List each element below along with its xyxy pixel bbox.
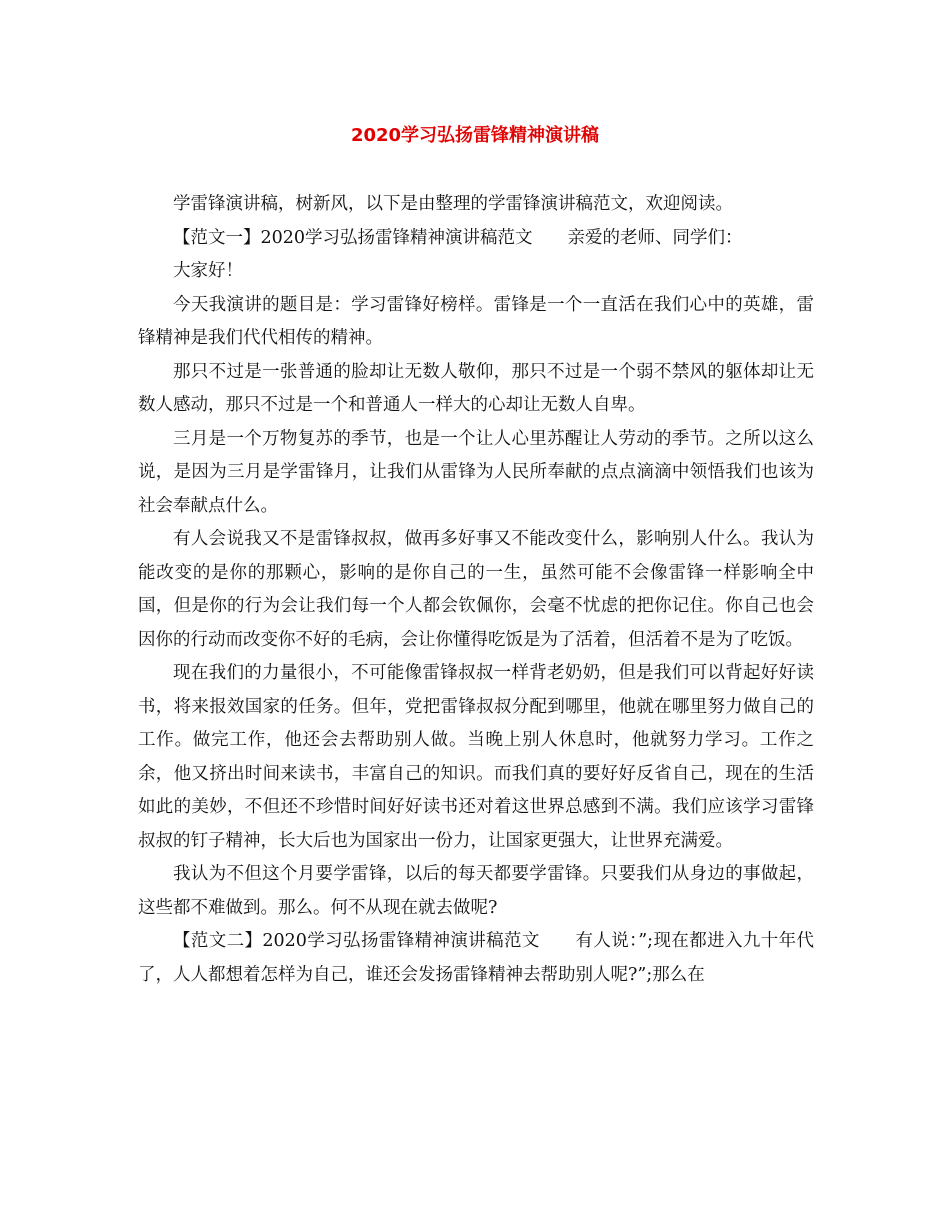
page-title: 2020学习弘扬雷锋精神演讲稿 — [350, 125, 600, 146]
document-body — [138, 188, 814, 992]
paragraph-sample-one-heading: 【范文一】2020学习弘扬雷锋精神演讲稿范文 亲爱的老师、同学们： — [173, 227, 743, 248]
paragraph-every-day: 我认为不但这个月要学雷锋，以后的每天都要学雷锋。只要我们从身边的事做起，这些都不难做到。那么。何不从现在就去做呢? — [138, 864, 814, 918]
paragraph-strength: 现在我们的力量很小，不可能像雷锋叔叔一样背老奶奶，但是我们可以背起好好读书，将来报效国家的任务。但年，党把雷锋叔叔分配到哪里，他就在哪里努力做自己的工作。做完工作，他还会去帮助别人做。当晚上别人休息时，他就努力学习。工作之余，他又挤出时间来读书，丰富自己的知识。而我们真的要好好反省自己，现在的生活如此的美妙，不但还不珍惜时间好好读书还对着这世界总感到不满。我们应该学习雷锋叔叔的钉子精神，长大后也为国家出一份力，让国家更强大，让世界充满爱。 — [138, 663, 814, 851]
paragraph-ordinary-face: 那只不过是一张普通的脸却让无数人敬仰，那只不过是一个弱不禁风的躯体却让无数人感动，那只不过是一个和普通人一样大的心却让无数人自卑。 — [138, 361, 814, 415]
paragraph-change: 有人会说我又不是雷锋叔叔，做再多好事又不能改变什么，影响别人什么。我认为能改变的是你的那颗心，影响的是你自己的一生，虽然可能不会像雷锋一样影响全中国，但是你的行为会让我们每一个人都会钦佩你，会毫不忧虑的把你记住。你自己也会因你的行动而改变你不好的毛病，会让你懂得吃饭是为了活着，但活着不是为了吃饭。 — [138, 529, 814, 650]
paragraph-march: 三月是一个万物复苏的季节，也是一个让人心里苏醒让人劳动的季节。之所以这么说，是因为三月是学雷锋月，让我们从雷锋为人民所奉献的点点滴滴中领悟我们也该为社会奉献点什么。 — [138, 428, 814, 516]
paragraph-intro: 学雷锋演讲稿，树新风，以下是由整理的学雷锋演讲稿范文，欢迎阅读。 — [173, 194, 733, 214]
paragraph-greeting: 大家好！ — [173, 261, 243, 281]
paragraph-topic: 今天我演讲的题目是：学习雷锋好榜样。雷锋是一个一直活在我们心中的英雄，雷锋精神是我们代代相传的精神。 — [138, 294, 814, 348]
paragraph-sample-two-heading: 【范文二】2020学习弘扬雷锋精神演讲稿范文 有人说：”;现在都进入九十年代了，人人都想着怎样为自己，谁还会发扬雷锋精神去帮助别人呢?”;那么在 — [138, 931, 814, 985]
